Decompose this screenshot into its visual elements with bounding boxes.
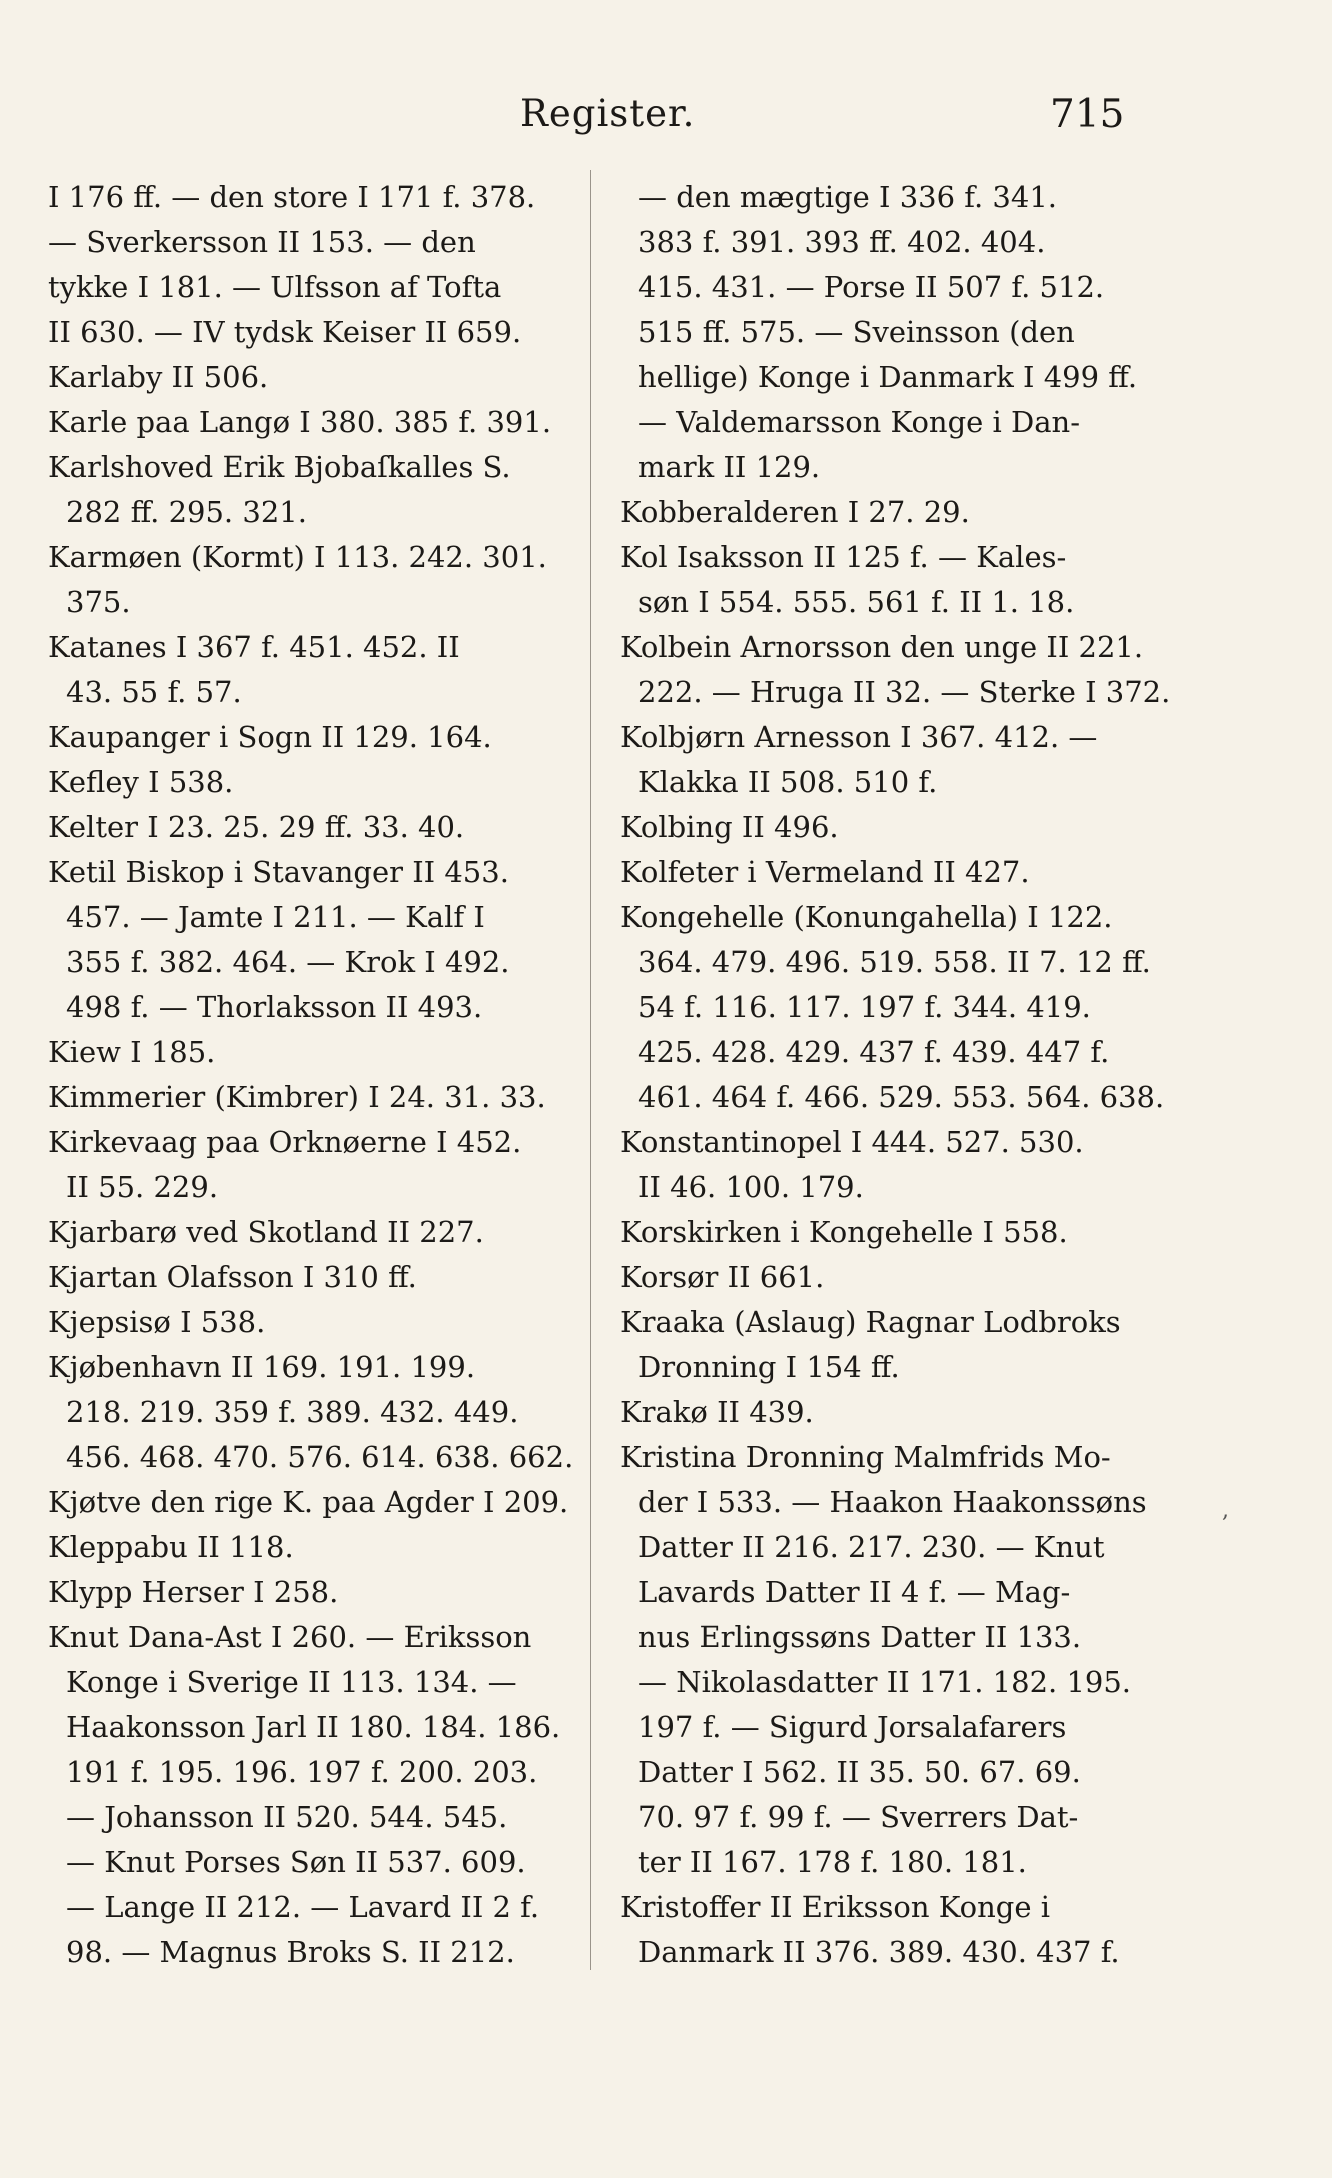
- index-line: Konstantinopel I 444. 527. 530.: [620, 1125, 1084, 1159]
- index-line: Kongehelle (Konungahella) I 122.: [620, 900, 1113, 934]
- index-line: Kiew I 185.: [48, 1035, 216, 1069]
- index-line: 364. 479. 496. 519. 558. II 7. 12 ff.: [638, 945, 1151, 979]
- index-line: I 176 ff. — den store I 171 f. 378.: [48, 180, 536, 214]
- right-column: [620, 175, 1260, 1975]
- index-line: — den mægtige I 336 f. 341.: [638, 180, 1057, 214]
- index-line: 375.: [66, 585, 131, 619]
- index-line: Kaupanger i Sogn II 129. 164.: [48, 720, 492, 754]
- column-divider: [590, 170, 591, 1970]
- index-line: Korskirken i Kongehelle I 558.: [620, 1215, 1068, 1249]
- index-line: — Johansson II 520. 544. 545.: [66, 1800, 508, 1834]
- index-line: Haakonsson Jarl II 180. 184. 186.: [66, 1710, 561, 1744]
- index-line: Konge i Sverige II 113. 134. —: [66, 1665, 517, 1699]
- index-line: — Knut Porses Søn II 537. 609.: [66, 1845, 526, 1879]
- index-line: 415. 431. — Porse II 507 f. 512.: [638, 270, 1105, 304]
- index-line: 515 ff. 575. — Sveinsson (den: [638, 315, 1075, 349]
- index-line: 461. 464 f. 466. 529. 553. 564. 638.: [638, 1080, 1165, 1114]
- index-line: hellige) Konge i Danmark I 499 ff.: [638, 360, 1138, 394]
- index-line: Kol Isaksson II 125 f. — Kales-: [620, 540, 1067, 574]
- index-line: II 55. 229.: [66, 1170, 219, 1204]
- index-line: der I 533. — Haakon Haakonssøns: [638, 1485, 1147, 1519]
- index-line: Kolbjørn Arnesson I 367. 412. —: [620, 720, 1098, 754]
- index-line: Datter II 216. 217. 230. — Knut: [638, 1530, 1105, 1564]
- index-line: 282 ff. 295. 321.: [66, 495, 307, 529]
- index-line: Klakka II 508. 510 f.: [638, 765, 938, 799]
- index-line: Kjøbenhavn II 169. 191. 199.: [48, 1350, 476, 1384]
- index-line: II 630. — IV tydsk Keiser II 659.: [48, 315, 522, 349]
- index-line: Ketil Biskop i Stavanger II 453.: [48, 855, 509, 889]
- index-line: Kraaka (Aslaug) Ragnar Lodbroks: [620, 1305, 1121, 1339]
- index-line: Kolfeter i Vermeland II 427.: [620, 855, 1030, 889]
- index-line: Kirkevaag paa Orknøerne I 452.: [48, 1125, 522, 1159]
- index-line: — Lange II 212. — Lavard II 2 f.: [66, 1890, 540, 1924]
- left-column: [48, 175, 578, 1975]
- index-line: 218. 219. 359 f. 389. 432. 449.: [66, 1395, 519, 1429]
- index-line: Knut Dana-Ast I 260. — Eriksson: [48, 1620, 532, 1654]
- index-line: 425. 428. 429. 437 f. 439. 447 f.: [638, 1035, 1110, 1069]
- index-line: søn I 554. 555. 561 f. II 1. 18.: [638, 585, 1075, 619]
- index-line: 222. — Hruga II 32. — Sterke I 372.: [638, 675, 1171, 709]
- index-line: — Valdemarsson Konge i Dan-: [638, 405, 1081, 439]
- index-line: 457. — Jamte I 211. — Kalf I: [66, 900, 485, 934]
- index-line: Dronning I 154 ff.: [638, 1350, 900, 1384]
- index-line: 98. — Magnus Broks S. II 212.: [66, 1935, 515, 1969]
- running-title: Register.: [520, 92, 696, 135]
- index-line: Kefley I 538.: [48, 765, 234, 799]
- index-line: Kleppabu II 118.: [48, 1530, 294, 1564]
- index-line: 456. 468. 470. 576. 614. 638. 662.: [66, 1440, 574, 1474]
- margin-mark: ,: [1222, 1498, 1229, 1523]
- index-line: Lavards Datter II 4 f. — Mag-: [638, 1575, 1071, 1609]
- index-line: 355 f. 382. 464. — Krok I 492.: [66, 945, 510, 979]
- index-line: 498 f. — Thorlaksson II 493.: [66, 990, 483, 1024]
- index-line: Kjarbarø ved Skotland II 227.: [48, 1215, 484, 1249]
- index-line: Kjøtve den rige K. paa Agder I 209.: [48, 1485, 569, 1519]
- index-line: — Sverkersson II 153. — den: [48, 225, 476, 259]
- index-line: — Nikolasdatter II 171. 182. 195.: [638, 1665, 1132, 1699]
- index-line: II 46. 100. 179.: [638, 1170, 864, 1204]
- index-line: ter II 167. 178 f. 180. 181.: [638, 1845, 1027, 1879]
- page-header: [0, 92, 1332, 142]
- index-line: Korsør II 661.: [620, 1260, 825, 1294]
- index-line: Kolbing II 496.: [620, 810, 839, 844]
- index-line: Katanes I 367 f. 451. 452. II: [48, 630, 460, 664]
- index-line: Krakø II 439.: [620, 1395, 814, 1429]
- index-line: 70. 97 f. 99 f. — Sverrers Dat-: [638, 1800, 1079, 1834]
- index-line: Karlaby II 506.: [48, 360, 269, 394]
- index-line: Klypp Herser I 258.: [48, 1575, 339, 1609]
- index-line: Kobberalderen I 27. 29.: [620, 495, 970, 529]
- index-line: 43. 55 f. 57.: [66, 675, 242, 709]
- page-number: 715: [1050, 92, 1125, 137]
- index-line: 197 f. — Sigurd Jorsalafarers: [638, 1710, 1067, 1744]
- index-line: Kristoffer II Eriksson Konge i: [620, 1890, 1051, 1924]
- index-line: 383 f. 391. 393 ff. 402. 404.: [638, 225, 1046, 259]
- index-line: Kelter I 23. 25. 29 ff. 33. 40.: [48, 810, 465, 844]
- index-line: Karmøen (Kormt) I 113. 242. 301.: [48, 540, 547, 574]
- index-line: tykke I 181. — Ulfsson af Tofta: [48, 270, 502, 304]
- index-line: Karle paa Langø I 380. 385 f. 391.: [48, 405, 552, 439]
- index-line: nus Erlingssøns Datter II 133.: [638, 1620, 1082, 1654]
- index-line: Kristina Dronning Malmfrids Mo-: [620, 1440, 1111, 1474]
- index-line: mark II 129.: [638, 450, 821, 484]
- index-line: Karlshoved Erik Bjobaſkalles S.: [48, 450, 511, 484]
- index-line: Kimmerier (Kimbrer) I 24. 31. 33.: [48, 1080, 546, 1114]
- index-line: Kjartan Olafsson I 310 ff.: [48, 1260, 417, 1294]
- index-line: 191 f. 195. 196. 197 f. 200. 203.: [66, 1755, 538, 1789]
- index-line: Kjepsisø I 538.: [48, 1305, 266, 1339]
- index-line: 54 f. 116. 117. 197 f. 344. 419.: [638, 990, 1091, 1024]
- index-line: Danmark II 376. 389. 430. 437 f.: [638, 1935, 1120, 1969]
- index-line: Kolbein Arnorsson den unge II 221.: [620, 630, 1144, 664]
- index-line: Datter I 562. II 35. 50. 67. 69.: [638, 1755, 1081, 1789]
